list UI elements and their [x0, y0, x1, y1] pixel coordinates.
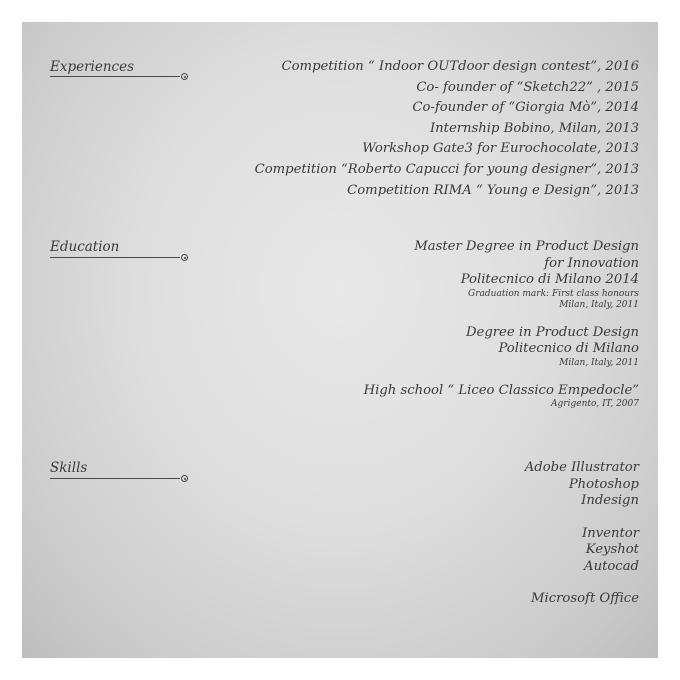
education-degree: Degree in Product Design [465, 324, 639, 340]
cv-page [22, 22, 658, 658]
experiences-list [255, 57, 639, 201]
education-degree: Master Degree in Product Design [414, 239, 639, 254]
skills-bullet-icon [181, 475, 188, 482]
list-item: Keyshot [585, 542, 639, 557]
list-item: Internship Bobino, Milan, 2013 [429, 120, 639, 136]
education-school: Politecnico di Milano 2014 [460, 272, 639, 287]
list-item: Adobe Illustrator [524, 460, 639, 475]
list-item: Competition RIMA “ Young e Design”, 2013 [347, 182, 639, 198]
list-item: Microsoft Office [531, 591, 639, 606]
list-item: Competition “ Indoor OUTdoor design contest”, 2016 [281, 59, 639, 74]
skills-rule [50, 478, 180, 479]
education-list [364, 239, 639, 410]
education-note: Milan, Italy, 2011 [559, 357, 639, 368]
list-item: Autocad [584, 558, 639, 574]
experiences-bullet-icon [181, 73, 188, 80]
education-bullet-icon [181, 254, 188, 261]
list-item: Co-founder of “Giorgia Mò”, 2014 [412, 100, 639, 116]
skills-list [525, 460, 639, 608]
list-item: Inventor [582, 525, 639, 541]
list-item: Co- founder of “Sketch22” , 2015 [416, 79, 639, 95]
education-note: Agrigento, IT, 2007 [551, 399, 639, 409]
education-rule [50, 257, 180, 258]
list-item: Indesign [581, 493, 639, 508]
list-item: Competition “Roberto Capucci for young designer”, 2013 [254, 161, 639, 177]
experiences-rule [50, 76, 180, 77]
experiences-heading: Experiences [50, 59, 135, 75]
list-item: Photoshop [568, 476, 639, 492]
education-degree: for Innovation [544, 255, 639, 271]
list-item: Workshop Gate3 for Eurochocolate, 2013 [362, 141, 639, 157]
education-school: Politecnico di Milano [498, 341, 639, 356]
education-degree: High school “ Liceo Classico Empedocle” [363, 382, 639, 398]
skills-heading: Skills [50, 460, 88, 476]
education-note: Milan, Italy, 2011 [559, 299, 639, 310]
education-heading: Education [50, 239, 120, 255]
education-note: Graduation mark: First class honours [468, 288, 639, 299]
